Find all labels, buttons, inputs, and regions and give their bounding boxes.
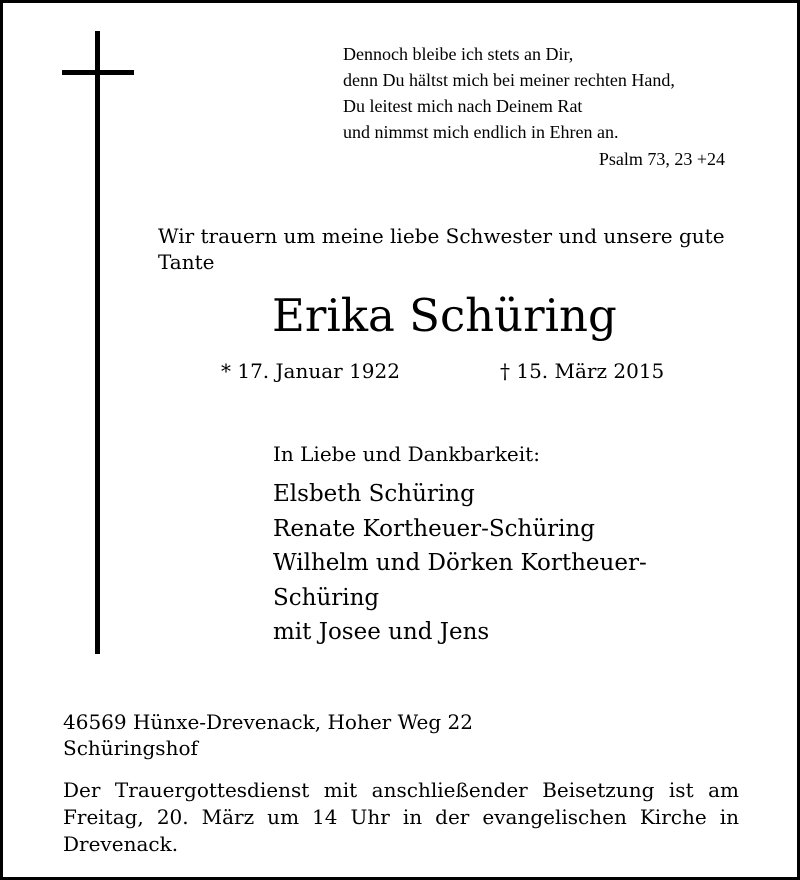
mourner-line: Wilhelm und Dörken Kortheuer- bbox=[273, 550, 647, 576]
verse-line: denn Du hältst mich bei meiner rechten Hand, bbox=[343, 70, 675, 90]
mourner-line: Renate Kortheuer-Schüring bbox=[273, 515, 596, 542]
mourner-line: Schüring bbox=[273, 584, 380, 611]
mourner-line: Elsbeth Schüring bbox=[273, 481, 475, 507]
mourner-line: mit Josee und Jens bbox=[273, 619, 490, 645]
birth-date: * 17. Januar 1922 bbox=[221, 359, 400, 383]
death-date: † 15. März 2015 bbox=[500, 359, 665, 383]
mourners-list bbox=[273, 477, 647, 650]
verse-reference: Psalm 73, 23 +24 bbox=[598, 149, 725, 169]
address-farm-name: Schüringshof bbox=[63, 736, 198, 760]
verse-line: und nimmst mich endlich in Ehren an. bbox=[343, 122, 619, 142]
funeral-service-info: Der Trauergottesdienst mit anschließender Beisetzung ist am Freitag, 20. März um 14 Uhr in der evangelischen Kirche in Drevenack. bbox=[63, 778, 739, 856]
verse-line: Dennoch bleibe ich stets an Dir, bbox=[343, 44, 574, 64]
address-street: 46569 Hünxe-Drevenack, Hoher Weg 22 bbox=[63, 710, 473, 734]
verse-line: Du leitest mich nach Deinem Rat bbox=[343, 96, 583, 116]
deceased-name: Erika Schüring bbox=[272, 289, 617, 342]
psalm-verse bbox=[343, 41, 743, 145]
cross-symbol-vertical bbox=[95, 31, 100, 654]
mourners-heading: In Liebe und Dankbarkeit: bbox=[273, 442, 540, 466]
family-address bbox=[63, 709, 473, 761]
cross-symbol-horizontal bbox=[62, 70, 134, 75]
mourning-intro: Wir trauern um meine liebe Schwester und unsere gute Tante bbox=[158, 224, 725, 274]
